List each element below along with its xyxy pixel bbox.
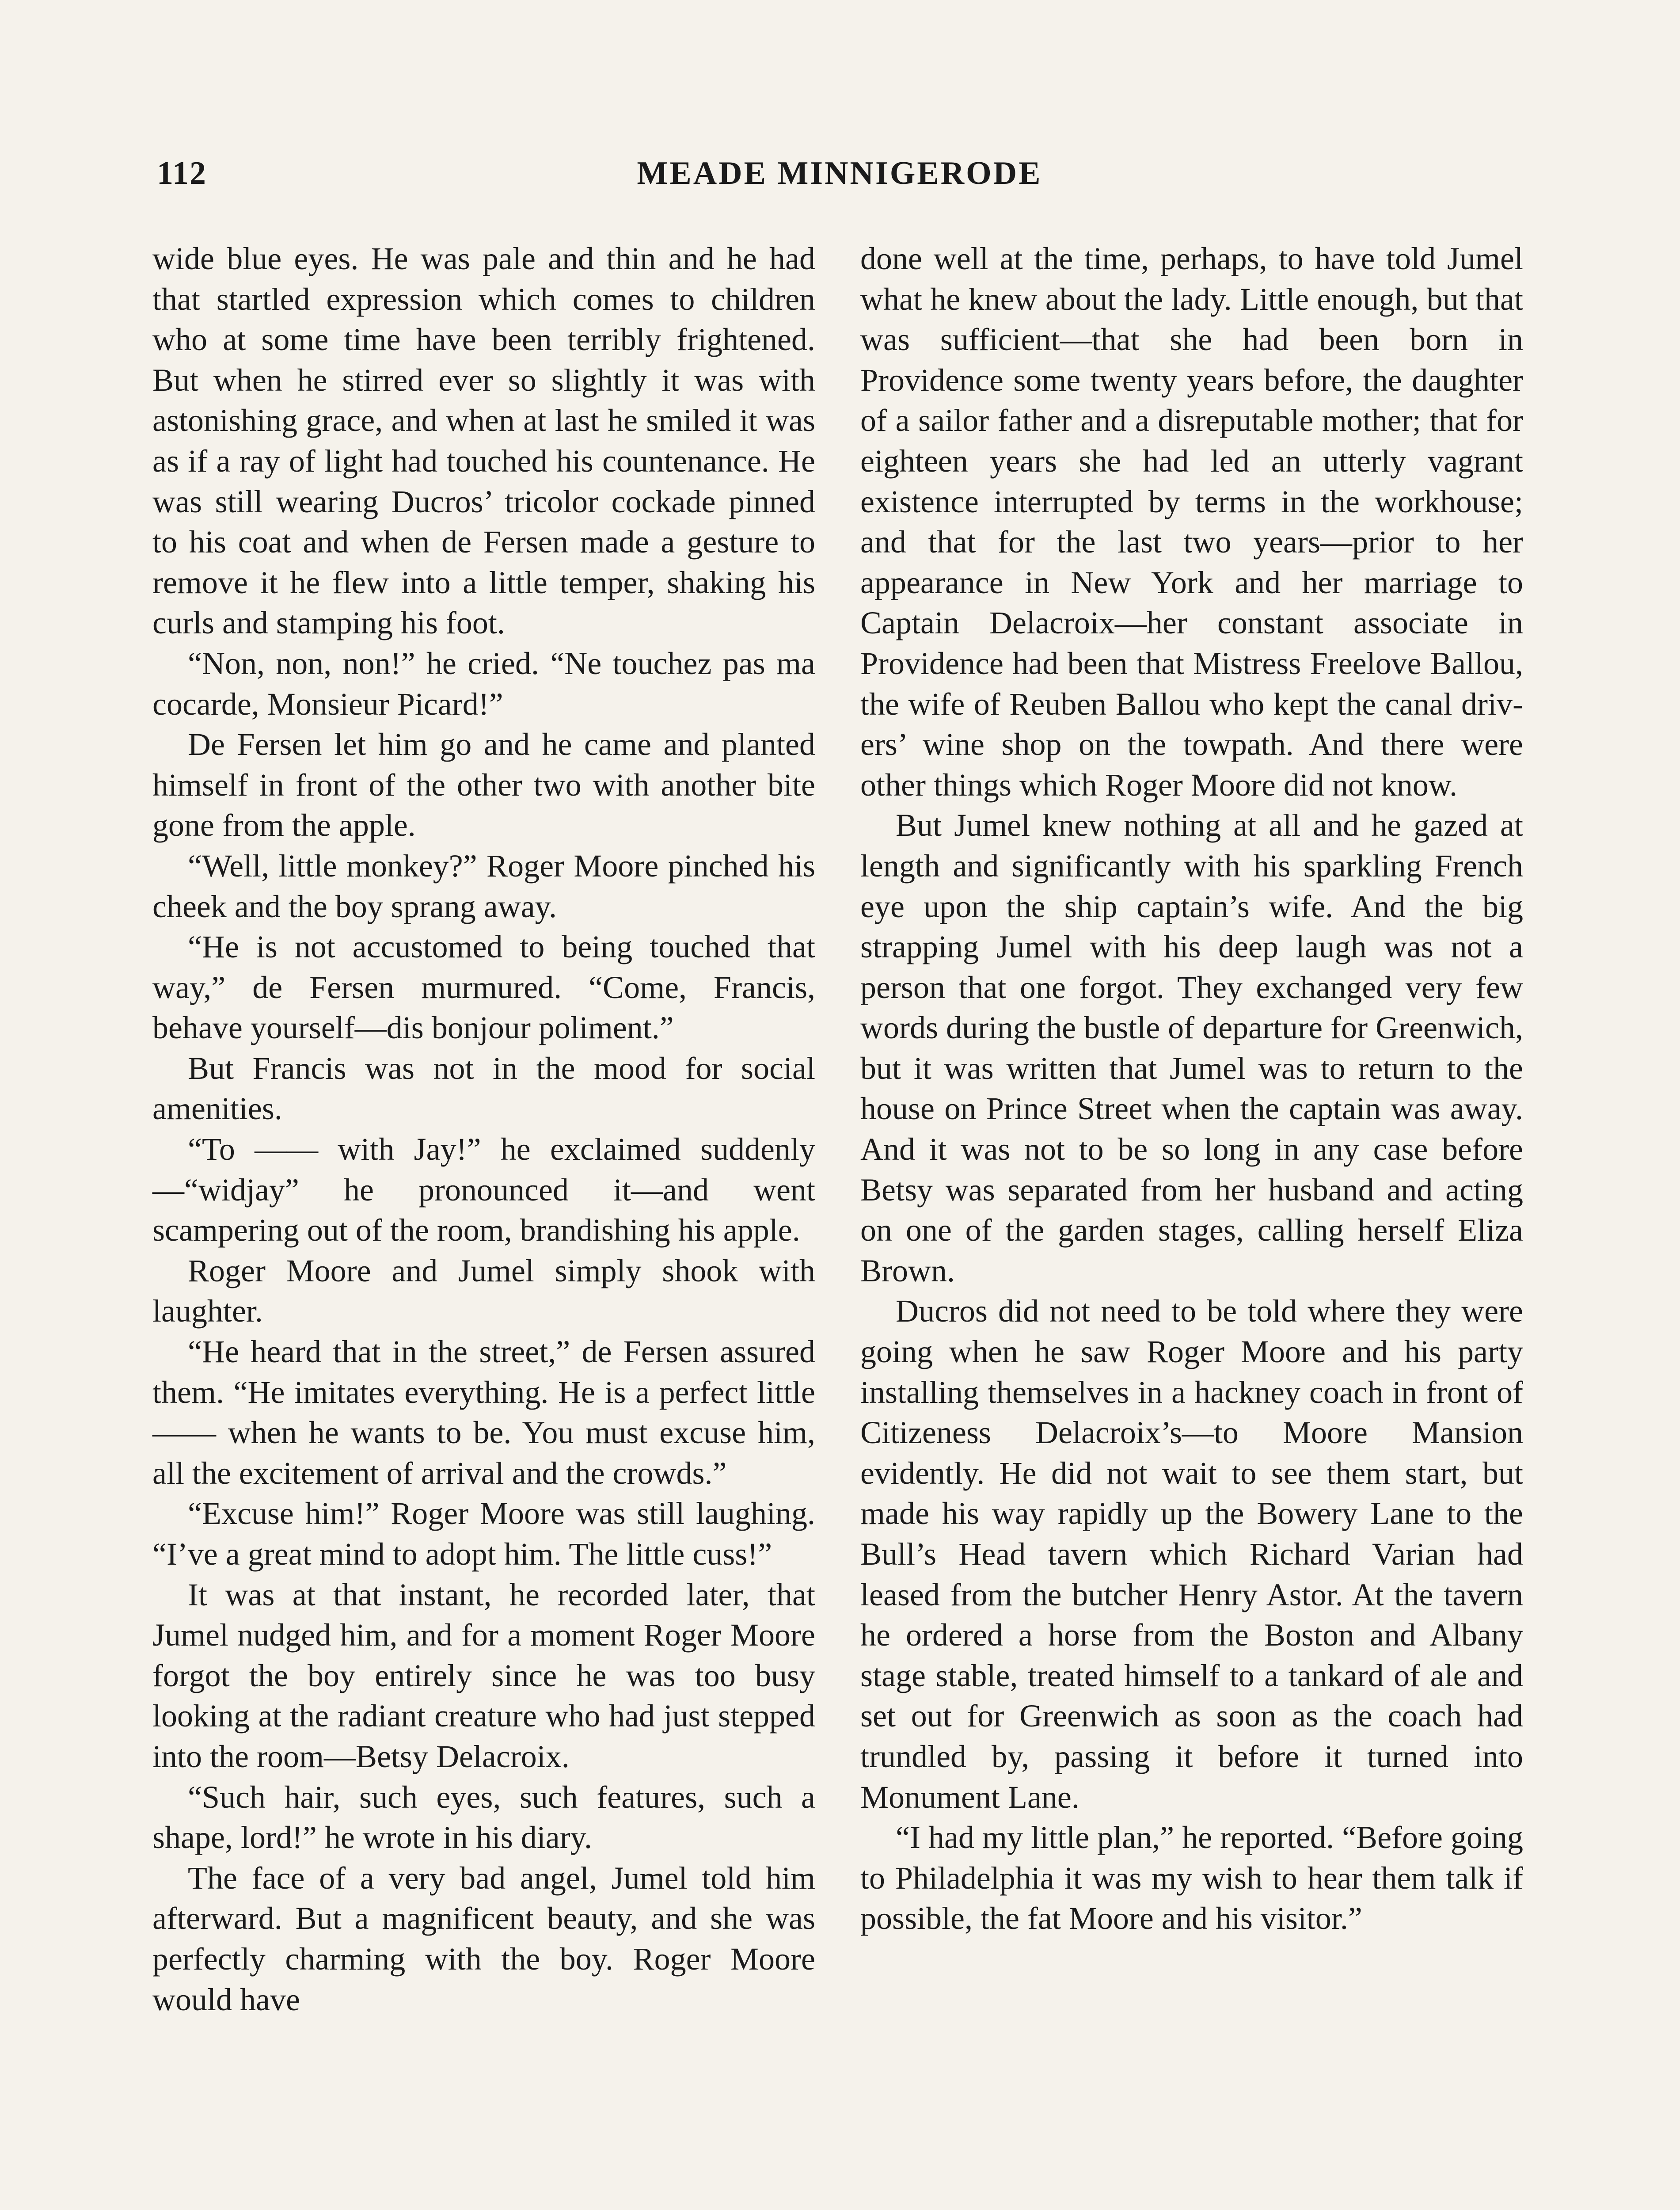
page-number: 112: [157, 155, 207, 191]
paragraph: “Such hair, such eyes, such features, such a shape, lord!” he wrote in his diary.: [152, 1779, 815, 1856]
left-text-column: [152, 239, 815, 2020]
paragraph: But Jumel knew nothing at all and he gazed at length and significantly with his sparkling French eye upon the ship captain’s wife. And the big strapping Jumel with his deep laugh was not a person that one forgot. They exchanged very few words during the bustle of departure for Greenwich, but it was written that Jumel was to return to the house on Prince Street when the captain was away. And it was not to be so long in any case before Betsy was separated from her husband and acting on one of the garden stages, calling herself Eliza Brown.: [860, 808, 1523, 1288]
paragraph: wide blue eyes. He was pale and thin and he had that startled expression which comes to children who at some time have been terribly frightened. But when he stirred ever so slightly it was with astonishing grace, and when at last he smiled it was as if a ray of light had touched his countenance. He was still wearing Ducros’ tricolor cockade pinned to his coat and when de Fersen made a gesture to remove it he flew into a little temper, shaking his curls and stamping his foot.: [152, 241, 815, 641]
running-head: [150, 155, 1529, 203]
paragraph: “He heard that in the street,” de Fersen assured them. “He imitates everything. He is a perfect little —— when he wants to be. You must excuse him, all the excitement of arrival and the crowds.”: [152, 1334, 815, 1491]
paragraph: “Well, little monkey?” Roger Moore pinched his cheek and the boy sprang away.: [152, 848, 815, 924]
paragraph: done well at the time, perhaps, to have told Jumel what he knew about the lady. Little enough, but that was sufficient—that she had been born in Providence some twenty years before, the daughter of a sailor father and a disreputable mother; that for eighteen years she had led an utterly vagrant existence interrupted by terms in the workhouse; and that for the last two years—prior to her appearance in New York and her marriage to Captain Delacroix—her constant associate in Providence had been that Mistress Freelove Ballou, the wife of Reuben Ballou who kept the canal drivers’ wine shop on the towpath. And there were other things which Roger Moore did not know.: [860, 241, 1523, 803]
running-title: MEADE MINNIGERODE: [637, 155, 1042, 191]
paragraph: It was at that instant, he recorded later, that Jumel nudged him, and for a moment Roger Moore forgot the boy entirely since he was too busy looking at the radiant creature who had just stepped into the room—Betsy Delacroix.: [152, 1577, 815, 1774]
paragraph: But Francis was not in the mood for social amenities.: [152, 1050, 815, 1127]
right-text-column: [860, 239, 1523, 1939]
paragraph: Ducros did not need to be told where they were going when he saw Roger Moore and his party installing themselves in a hackney coach in front of Citizeness Delacroix’s—to Moore Mansion evidently. He did not wait to see them start, but made his way rapidly up the Bowery Lane to the Bull’s Head tavern which Richard Varian had leased from the butcher Henry Astor. At the tavern he ordered a horse from the Boston and Albany stage stable, treated himself to a tankard of ale and set out for Greenwich as soon as the coach had trundled by, passing it before it turned into Monument Lane.: [860, 1293, 1523, 1815]
paragraph: “He is not accustomed to being touched that way,” de Fersen murmured. “Come, Francis, behave yourself—dis bonjour poliment.”: [152, 929, 815, 1046]
paragraph: “I had my little plan,” he reported. “Before going to Philadelphia it was my wish to hear them talk if possible, the fat Moore and his visitor.”: [860, 1820, 1523, 1936]
paragraph: “To —— with Jay!” he exclaimed suddenly—“widjay” he pronounced it—and went scampering out of the room, brandishing his apple.: [152, 1132, 815, 1248]
paragraph: The face of a very bad angel, Jumel told him afterward. But a magnificent beauty, and she was perfectly charming with the boy. Roger Moore would have: [152, 1860, 815, 2017]
paragraph: De Fersen let him go and he came and planted himself in front of the other two with another bite gone from the apple.: [152, 727, 815, 843]
paragraph: “Excuse him!” Roger Moore was still laughing. “I’ve a great mind to adopt him. The little cuss!”: [152, 1496, 815, 1572]
paragraph: Roger Moore and Jumel simply shook with laughter.: [152, 1253, 815, 1329]
paragraph: “Non, non, non!” he cried. “Ne touchez pas ma cocarde, Monsieur Picard!”: [152, 645, 815, 722]
